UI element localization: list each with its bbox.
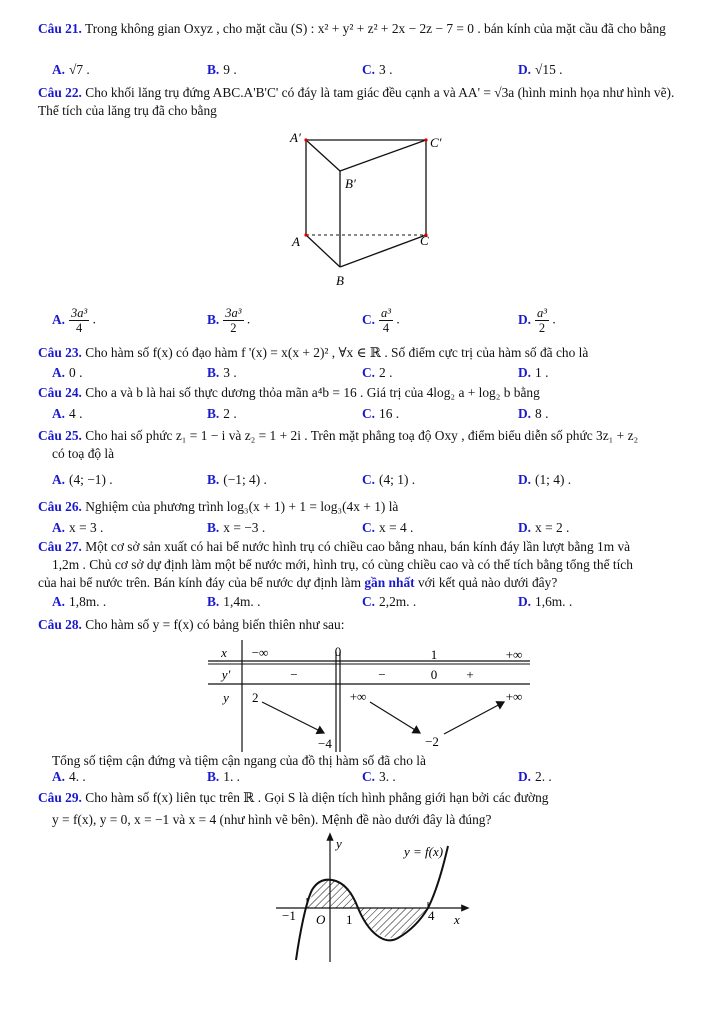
option-d[interactable]: D. 1,6m. .	[518, 594, 573, 609]
question-text: Nghiệm của phương trình log₃(x + 1) + 1 = log₃(4x + 1) là	[85, 499, 399, 514]
question-label: Câu 23.	[38, 345, 82, 360]
x-axis-label: x	[454, 912, 460, 927]
option-a[interactable]: A. 1,8m. .	[52, 594, 107, 609]
options-21	[52, 61, 692, 79]
options-28	[52, 768, 692, 786]
question-26	[38, 498, 693, 516]
question-29	[38, 789, 693, 829]
prism-figure	[280, 124, 450, 292]
question-label: Câu 24.	[38, 385, 82, 400]
arrow-down-2	[370, 702, 420, 733]
yprime-sign-1: −	[290, 667, 298, 682]
x-val-neg-inf: −∞	[251, 645, 269, 660]
variation-table	[208, 640, 532, 752]
label-a: A	[292, 234, 300, 249]
label-c: C	[420, 233, 429, 248]
yprime-sign-3: +	[466, 667, 474, 682]
question-label: Câu 26.	[38, 499, 82, 514]
x-row-label: x	[221, 645, 227, 660]
option-b[interactable]: B. 9 .	[207, 62, 237, 77]
option-b[interactable]: B. 2 .	[207, 406, 237, 421]
question-25	[38, 427, 693, 463]
question-text: Cho hàm số f(x) liên tục trên ℝ . Gọi S là diện tích hình phẳng giới hạn bởi các đường	[85, 790, 549, 805]
origin-label: O	[316, 912, 326, 927]
tick-1: 1	[346, 912, 353, 927]
question-label: Câu 27.	[38, 539, 82, 554]
question-text: Cho hai số phức z₁ = 1 − i và z₂ = 1 + 2i . Trên mặt phẳng toạ độ Oxy , điểm biểu diễn số phức 3z₁ + z₂	[85, 428, 639, 443]
yprime-row-label: y′	[221, 667, 231, 682]
emphasis-text: gần nhất	[364, 575, 415, 590]
yprime-zero: 0	[430, 667, 438, 682]
options-22	[52, 306, 692, 338]
yprime-sign-2: −	[378, 667, 386, 682]
question-text-line2: 1,2m . Chủ cơ sở dự định làm một bể nước mới, hình trụ, có cùng chiều cao và có thể tích bằng tổng thể tích	[52, 557, 633, 572]
option-a[interactable]: A. (4; −1) .	[52, 472, 113, 487]
options-27	[52, 593, 692, 611]
option-c[interactable]: C. 3. .	[362, 769, 396, 784]
question-22	[38, 84, 693, 120]
question-text-line3: của hai bể nước trên. Bán kính đáy của bể nước dự định làm gần nhất với kết quả nào dưới đây?	[38, 575, 558, 590]
y-val-neg2: −2	[425, 734, 439, 749]
option-d[interactable]: D. 8 .	[518, 406, 549, 421]
option-d[interactable]: D. $\frac{\text{a³}}{2}$ .	[518, 306, 556, 335]
option-c[interactable]: C. 2 .	[362, 365, 393, 380]
x-val-1: 1	[430, 647, 438, 662]
question-text: Cho hàm số y = f(x) có bảng biến thiên như sau:	[85, 617, 345, 632]
question-text-line2: y = f(x), y = 0, x = −1 và x = 4 (như hình vẽ bên). Mệnh đề nào dưới đây là đúng?	[52, 812, 492, 827]
option-c[interactable]: C. (4; 1) .	[362, 472, 416, 487]
option-c[interactable]: C. 3 .	[362, 62, 393, 77]
y-axis-label: y	[336, 836, 342, 851]
question-27	[38, 538, 693, 592]
option-d[interactable]: D. 2. .	[518, 769, 552, 784]
question-label: Câu 22.	[38, 85, 82, 100]
question-21	[38, 20, 693, 38]
option-d[interactable]: D. x = 2 .	[518, 520, 570, 535]
option-c[interactable]: C. 16 .	[362, 406, 400, 421]
option-a[interactable]: A. 4 .	[52, 406, 83, 421]
option-c[interactable]: C. x = 4 .	[362, 520, 414, 535]
option-d[interactable]: D. √15 .	[518, 62, 563, 77]
question-24	[38, 384, 693, 402]
option-a[interactable]: A. 0 .	[52, 365, 83, 380]
label-a1: A′	[290, 130, 301, 145]
arrow-up	[444, 702, 504, 734]
x-val-0: 0	[334, 644, 342, 659]
curve-label: y = f(x)	[404, 844, 444, 859]
option-c[interactable]: C. 2,2m. .	[362, 594, 417, 609]
label-b: B	[336, 273, 344, 288]
option-b[interactable]: B. 1,4m. .	[207, 594, 261, 609]
option-b[interactable]: B. x = −3 .	[207, 520, 266, 535]
option-c[interactable]: C. $\frac{\text{a³}}{4}$ .	[362, 306, 400, 335]
tick-neg1: −1	[282, 908, 296, 923]
y-val-2: 2	[252, 690, 259, 705]
tick-4: 4	[428, 908, 435, 923]
option-b[interactable]: B. (−1; 4) .	[207, 472, 267, 487]
y-row-label: y	[223, 690, 229, 705]
y-val-neg4: −4	[318, 736, 332, 751]
area-graph	[270, 832, 470, 968]
option-a[interactable]: A. x = 3 .	[52, 520, 104, 535]
label-b1: B′	[345, 176, 356, 191]
question-text: Một cơ sở sản xuất có hai bể nước hình trụ có chiều cao bằng nhau, bán kính đáy lần lượt bằng 1m và	[85, 539, 631, 554]
option-a[interactable]: A. 4. .	[52, 769, 86, 784]
question-28	[38, 616, 693, 634]
question-23	[38, 344, 693, 362]
question-label: Câu 28.	[38, 617, 82, 632]
question-text: Cho hàm số f(x) có đạo hàm f '(x) = x(x + 2)² , ∀x ∈ ℝ . Số điểm cực trị của hàm số đã cho là	[85, 345, 589, 360]
question-text-cont: có toạ độ là	[52, 446, 115, 461]
option-a[interactable]: A. √7 .	[52, 62, 90, 77]
question-text: Tổng số tiệm cận đứng và tiệm cận ngang của đồ thị hàm số đã cho là	[52, 753, 426, 768]
option-d[interactable]: D. (1; 4) .	[518, 472, 572, 487]
label-c1: C′	[430, 135, 442, 150]
option-b[interactable]: B. 1. .	[207, 769, 241, 784]
option-b[interactable]: B. $\frac{\text{3a³}}{2}$ .	[207, 306, 251, 335]
question-text: Cho a và b là hai số thực dương thỏa mãn a⁴b = 16 . Giá trị của 4log₂ a + log₂ b bằng	[85, 385, 540, 400]
options-24	[52, 405, 692, 423]
x-val-pos-inf: +∞	[505, 647, 523, 662]
question-text: Cho khối lăng trụ đứng ABC.A'B'C' có đáy là tam giác đều cạnh a và AA' = √3a (hình minh họa như hình vẽ). Thể tích của lăng trụ đã cho bằng	[38, 85, 675, 118]
y-val-pos-inf-1: +∞	[349, 689, 367, 704]
options-26	[52, 519, 692, 537]
option-b[interactable]: B. 3 .	[207, 365, 237, 380]
question-label: Câu 21.	[38, 21, 82, 36]
arrow-down-1	[262, 702, 324, 733]
question-text: Trong không gian Oxyz , cho mặt cầu (S) : x² + y² + z² + 2x − 2z − 7 = 0 . bán kính của mặt cầu đã cho bằng	[85, 21, 666, 36]
options-23	[52, 364, 692, 382]
options-25	[52, 471, 692, 489]
y-val-pos-inf-2: +∞	[505, 689, 523, 704]
option-d[interactable]: D. 1 .	[518, 365, 549, 380]
option-a[interactable]: A. $\frac{\text{3a³}}{4}$ .	[52, 306, 96, 335]
question-label: Câu 25.	[38, 428, 82, 443]
question-label: Câu 29.	[38, 790, 82, 805]
